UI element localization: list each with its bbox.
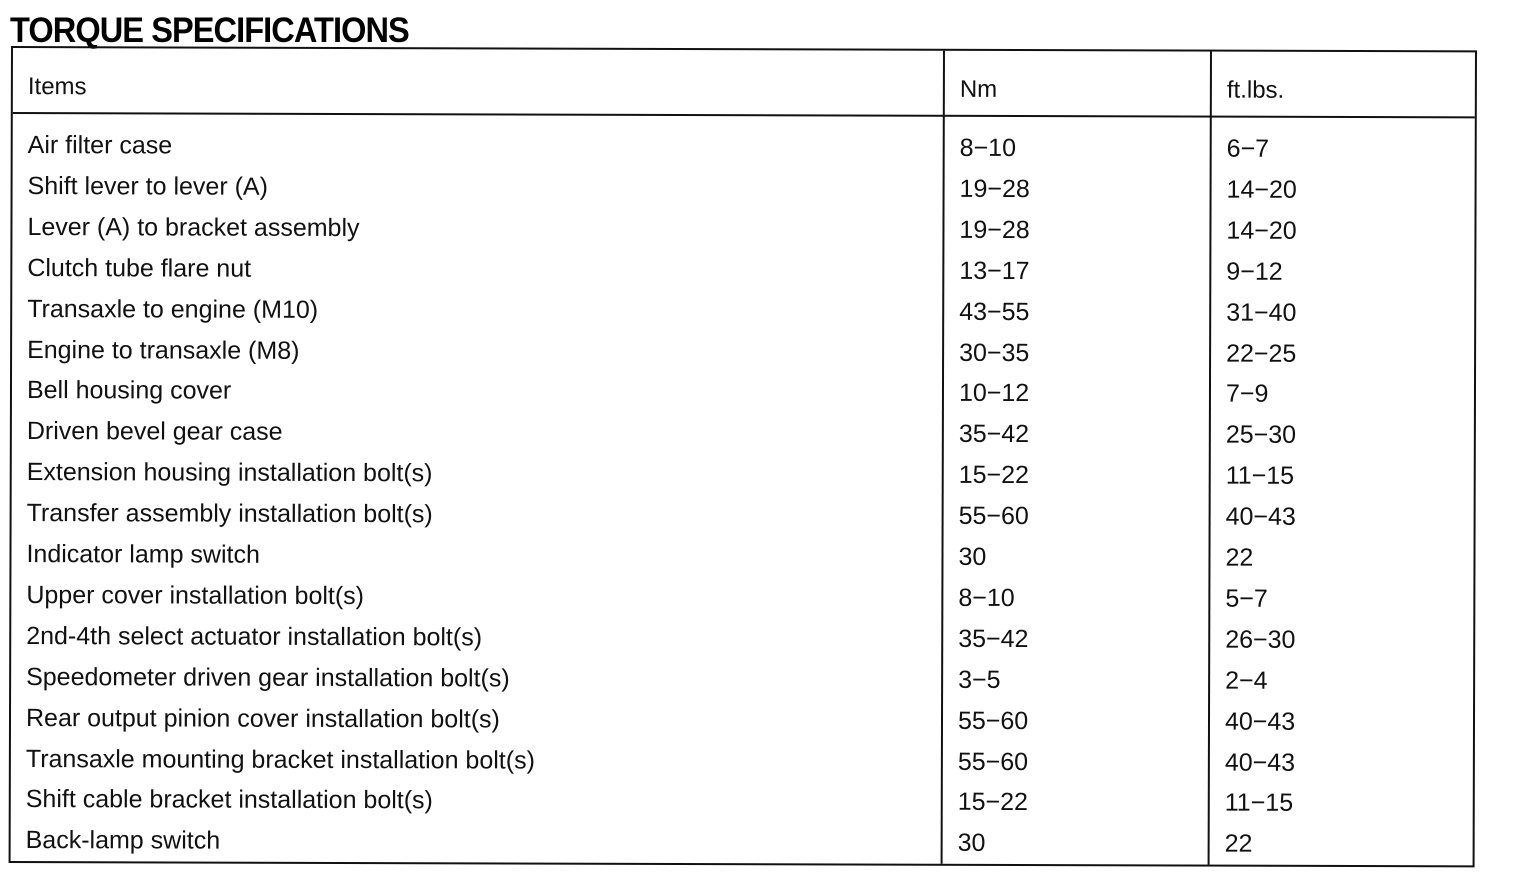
- row-item-label: Indicator lamp switch: [26, 540, 260, 569]
- row-nm-value: 55−60: [958, 501, 1029, 531]
- row-nm-value: 10−12: [958, 378, 1030, 408]
- row-item-label: Rear output pinion cover installation bolt(s): [25, 704, 500, 734]
- row-item-label: Transfer assembly installation bolt(s): [26, 499, 433, 529]
- row-item-label: Shift lever to lever (A): [27, 172, 268, 201]
- row-ftlbs-value: 40−43: [1225, 502, 1296, 531]
- row-ftlbs-value: 11−15: [1225, 461, 1295, 490]
- row-nm-value: 30−35: [959, 338, 1030, 368]
- column-divider-nm: [941, 51, 945, 864]
- row-ftlbs-value: 25−30: [1225, 420, 1297, 449]
- row-ftlbs-value: 22: [1224, 829, 1253, 858]
- row-item-label: Transaxle mounting bracket installation bolt(s): [25, 745, 535, 775]
- row-nm-value: 30: [957, 828, 986, 857]
- row-item-label: Engine to transaxle (M8): [27, 336, 300, 365]
- row-nm-value: 30: [958, 542, 987, 571]
- row-nm-value: 55−60: [957, 706, 1029, 736]
- row-nm-value: 19−28: [959, 174, 1030, 204]
- page-title: TORQUE SPECIFICATIONS: [10, 11, 409, 50]
- row-nm-value: 3−5: [958, 665, 1001, 694]
- row-item-label: Extension housing installation bolt(s): [26, 458, 433, 488]
- row-ftlbs-value: 22: [1225, 543, 1254, 572]
- row-ftlbs-value: 6−7: [1226, 134, 1270, 163]
- row-item-label: Air filter case: [27, 131, 173, 160]
- row-ftlbs-value: 5−7: [1225, 584, 1268, 613]
- row-ftlbs-value: 22−25: [1226, 339, 1297, 368]
- column-divider-ftlbs: [1208, 52, 1212, 865]
- row-nm-value: 13−17: [959, 256, 1030, 286]
- row-ftlbs-value: 11−15: [1224, 788, 1294, 817]
- row-nm-value: 15−22: [958, 460, 1029, 490]
- row-item-label: Speedometer driven gear installation bolt(s): [26, 663, 510, 693]
- row-item-label: Transaxle to engine (M10): [27, 295, 319, 324]
- row-nm-value: 8−10: [958, 583, 1015, 612]
- torque-specifications-table: [9, 46, 1477, 867]
- row-ftlbs-value: 14−20: [1226, 175, 1297, 204]
- row-ftlbs-value: 14−20: [1226, 216, 1297, 245]
- header-ftlbs: ft.lbs.: [1226, 76, 1285, 104]
- row-nm-value: 15−22: [957, 787, 1029, 817]
- header-items: Items: [27, 73, 87, 101]
- row-nm-value: 55−60: [957, 747, 1029, 777]
- row-item-label: Back-lamp switch: [25, 826, 221, 855]
- row-item-label: Upper cover installation bolt(s): [26, 581, 365, 611]
- row-nm-value: 35−42: [958, 624, 1029, 654]
- row-ftlbs-value: 2−4: [1225, 666, 1268, 695]
- row-item-label: Lever (A) to bracket assembly: [27, 213, 360, 243]
- row-ftlbs-value: 9−12: [1226, 257, 1283, 286]
- header-nm: Nm: [959, 75, 998, 103]
- row-item-label: 2nd-4th select actuator installation bolt(s): [26, 622, 483, 652]
- row-ftlbs-value: 40−43: [1224, 748, 1296, 777]
- row-nm-value: 35−42: [958, 419, 1030, 449]
- row-item-label: Bell housing cover: [26, 376, 232, 405]
- row-item-label: Shift cable bracket installation bolt(s): [25, 785, 433, 815]
- row-nm-value: 8−10: [959, 133, 1017, 162]
- row-ftlbs-value: 7−9: [1225, 379, 1269, 408]
- row-nm-value: 19−28: [959, 215, 1030, 245]
- header-divider: [13, 112, 1475, 118]
- row-item-label: Clutch tube flare nut: [27, 254, 252, 283]
- row-ftlbs-value: 40−43: [1224, 707, 1296, 736]
- row-nm-value: 43−55: [959, 297, 1030, 327]
- row-ftlbs-value: 26−30: [1225, 625, 1296, 654]
- row-item-label: Driven bevel gear case: [26, 417, 283, 446]
- row-ftlbs-value: 31−40: [1226, 298, 1297, 327]
